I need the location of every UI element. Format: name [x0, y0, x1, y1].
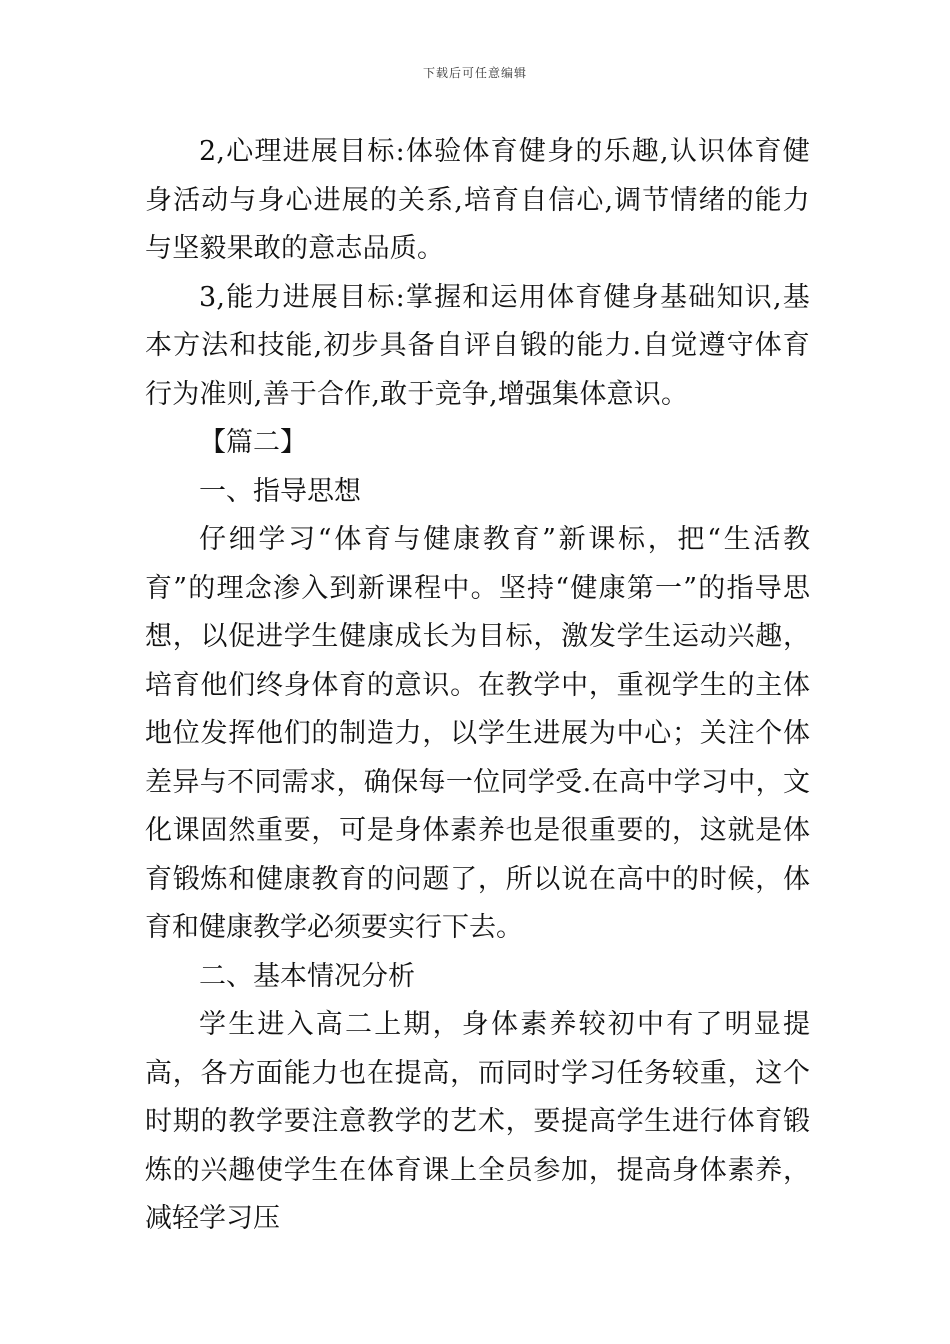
section-heading-basic-analysis: 二、基本情况分析 — [199, 960, 415, 992]
paragraph-psych-goal: 2,心理进展目标:体验体育健身的乐趣,认识体育健身活动与身心进展的关系,培育自信心,调节情绪的能力与坚毅果敢的意志品质。 — [145, 136, 810, 264]
paragraph-guiding-thought: 仔细学习“体育与健康教育”新课标，把“生活教育”的理念渗入到新课程中。坚持“健康第一”的指导思想，以促进学生健康成长为目标，激发学生运动兴趣，培育他们终身体育的意识。在教学中，重视学生的主体地位发挥他们的制造力，以学生进展为中心；关注个体差异与不同需求，确保每一位同学受.在高中学习中，文化课固然重要，可是身体素养也是很重要的，这就是体育锻炼和健康教育的问题了，所以说在高中的时候，体育和健康教学必须要实行下去。 — [145, 524, 810, 943]
paragraph-ability-goal: 3,能力进展目标:掌握和运用体育健身基础知识,基本方法和技能,初步具备自评自锻的能力.自觉遵守体育行为准则,善于合作,敢于竞争,增强集体意识。 — [145, 281, 810, 410]
section-heading-part-two: 【篇二】 — [199, 427, 307, 458]
page-header: 下载后可任意编辑 — [422, 66, 527, 80]
paragraph-basic-analysis: 学生进入高二上期，身体素养较初中有了明显提高，各方面能力也在提高，而同时学习任务较重，这个时期的教学要注意教学的艺术，要提高学生进行体育锻炼的兴趣使学生在体育课上全员参加，提高身体素养，减轻学习压 — [145, 1009, 810, 1234]
section-heading-guiding-thought: 一、指导思想 — [199, 475, 361, 507]
document-body — [145, 128, 810, 1244]
